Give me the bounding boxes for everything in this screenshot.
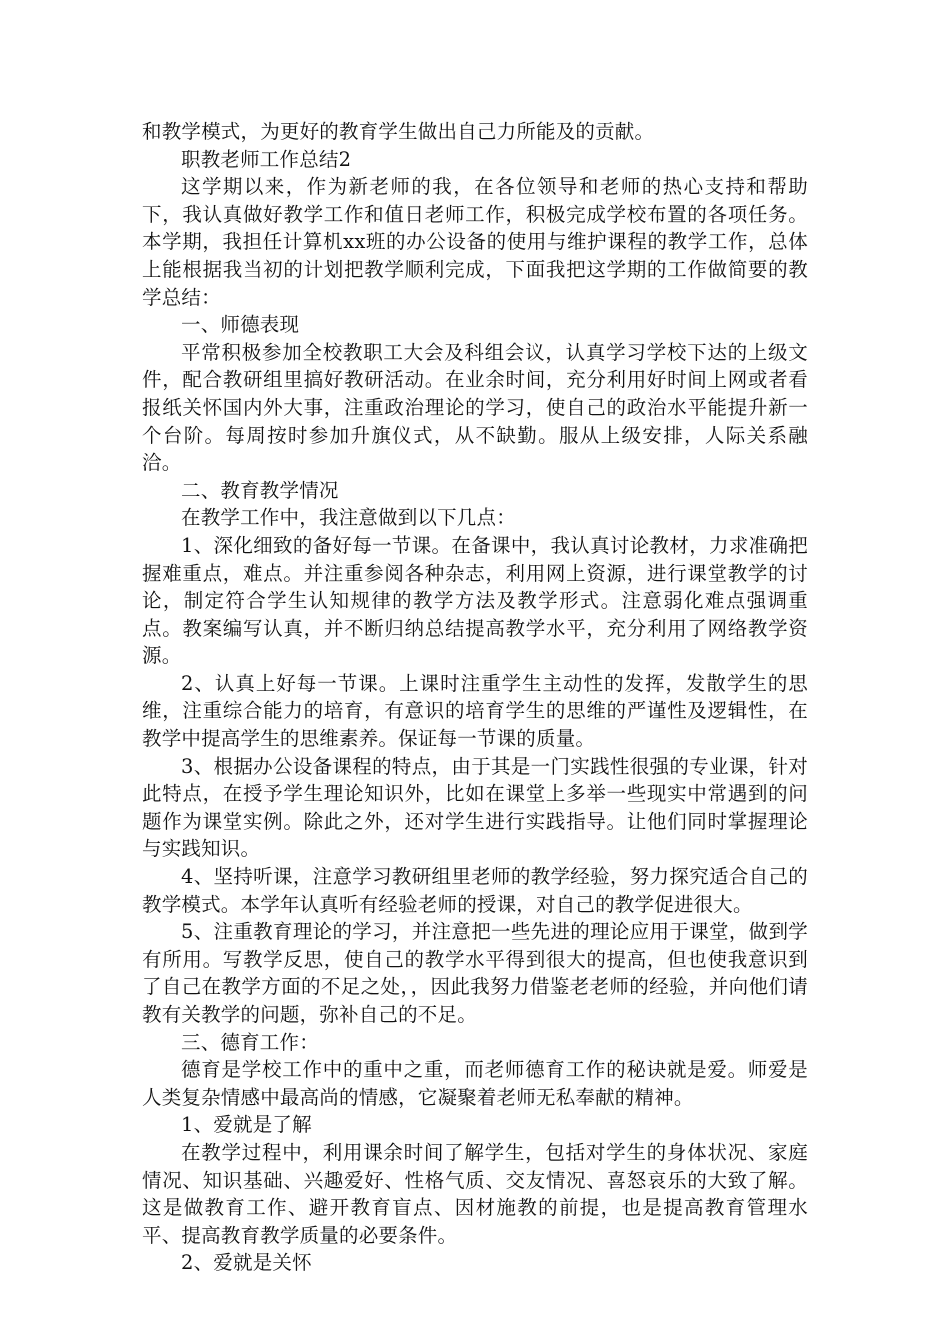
paragraph-continuation: 和教学模式，为更好的教育学生做出自己力所能及的贡献。 — [142, 120, 655, 143]
list-item: 2、认真上好每一节课。上课时注重学生主动性的发挥，发散学生的思维，注重综合能力的培育，有意识的培育学生的思维的严谨性及逻辑性，在教学中提高学生的思维素养。保证每一节课的质量。 — [142, 671, 808, 751]
paragraph: 在教学工作中，我注意做到以下几点： — [181, 506, 516, 530]
list-item: 5、注重教育理论的学习，并注意把一些先进的理论应用于课堂，做到学有所用。写教学反思，使自己的教学水平得到很大的提高，但也使我意识到了自己在教学方面的不足之处，，因此我努力借鉴老老师的经验，并向他们请教有关教学的问题，弥补自己的不足。 — [142, 920, 808, 1026]
paragraph: 德育是学校工作中的重中之重，而老师德育工作的秘诀就是爱。师爱是人类复杂情感中最高尚的情感，它凝聚着老师无私奉献的精神。 — [142, 1058, 808, 1109]
paragraph: 这学期以来，作为新老师的我，在各位领导和老师的热心支持和帮助下，我认真做好教学工作和值日老师工作，积极完成学校布置的各项任务。本学期，我担任计算机xx班的办公设备的使用与维护课程的教学工作，总体上能根据我当初的计划把教学顺利完成，下面我把这学期的工作做简要的教学总结： — [142, 175, 808, 309]
heading-moral-education: 三、德育工作： — [181, 1030, 319, 1054]
paragraph: 平常积极参加全校教职工大会及科组会议，认真学习学校下达的上级文件，配合教研组里搞好教研活动。在业余时间，充分利用好时间上网或者看报纸关怀国内外大事，注重政治理论的学习，使自己的政治水平能提升新一个台阶。每周按时参加升旗仪式，从不缺勤。服从上级安排，人际关系融洽。 — [142, 340, 808, 475]
document-body — [142, 118, 808, 1277]
subheading: 2、爱就是关怀 — [181, 1251, 312, 1275]
list-item: 3、根据办公设备课程的特点，由于其是一门实践性很强的专业课，针对此特点，在授予学生理论知识外，比如在课堂上多举一些现实中常遇到的问题作为课堂实例。除此之外，还对学生进行实践指导。让他们同时掌握理论与实践知识。 — [142, 754, 808, 861]
list-item: 4、坚持听课，注意学习教研组里老师的教学经验，努力探究适合自己的教学模式。本学年认真听有经验老师的授课，对自己的教学促进很大。 — [142, 865, 808, 916]
list-item: 1、深化细致的备好每一节课。在备课中，我认真讨论教材，力求准确把握难重点，难点。并注重参阅各种杂志，利用网上资源，进行课堂教学的讨论，制定符合学生认知规律的教学方法及教学形式。注意弱化难点强调重点。教案编写认真，并不断归纳总结提高教学水平，充分利用了网络教学资源。 — [142, 533, 808, 668]
section-title: 职教老师工作总结2 — [181, 147, 352, 171]
subheading: 1、爱就是了解 — [181, 1113, 312, 1137]
paragraph: 在教学过程中，利用课余时间了解学生，包括对学生的身体状况、家庭情况、知识基础、兴趣爱好、性格气质、交友情况、喜怒哀乐的大致了解。这是做教育工作、避开教育盲点、因材施教的前提，也是提高教育管理水平、提高教育教学质量的必要条件。 — [142, 1140, 808, 1247]
heading-teaching: 二、教育教学情况 — [181, 478, 339, 502]
heading-teacher-ethics: 一、师德表现 — [181, 313, 300, 337]
